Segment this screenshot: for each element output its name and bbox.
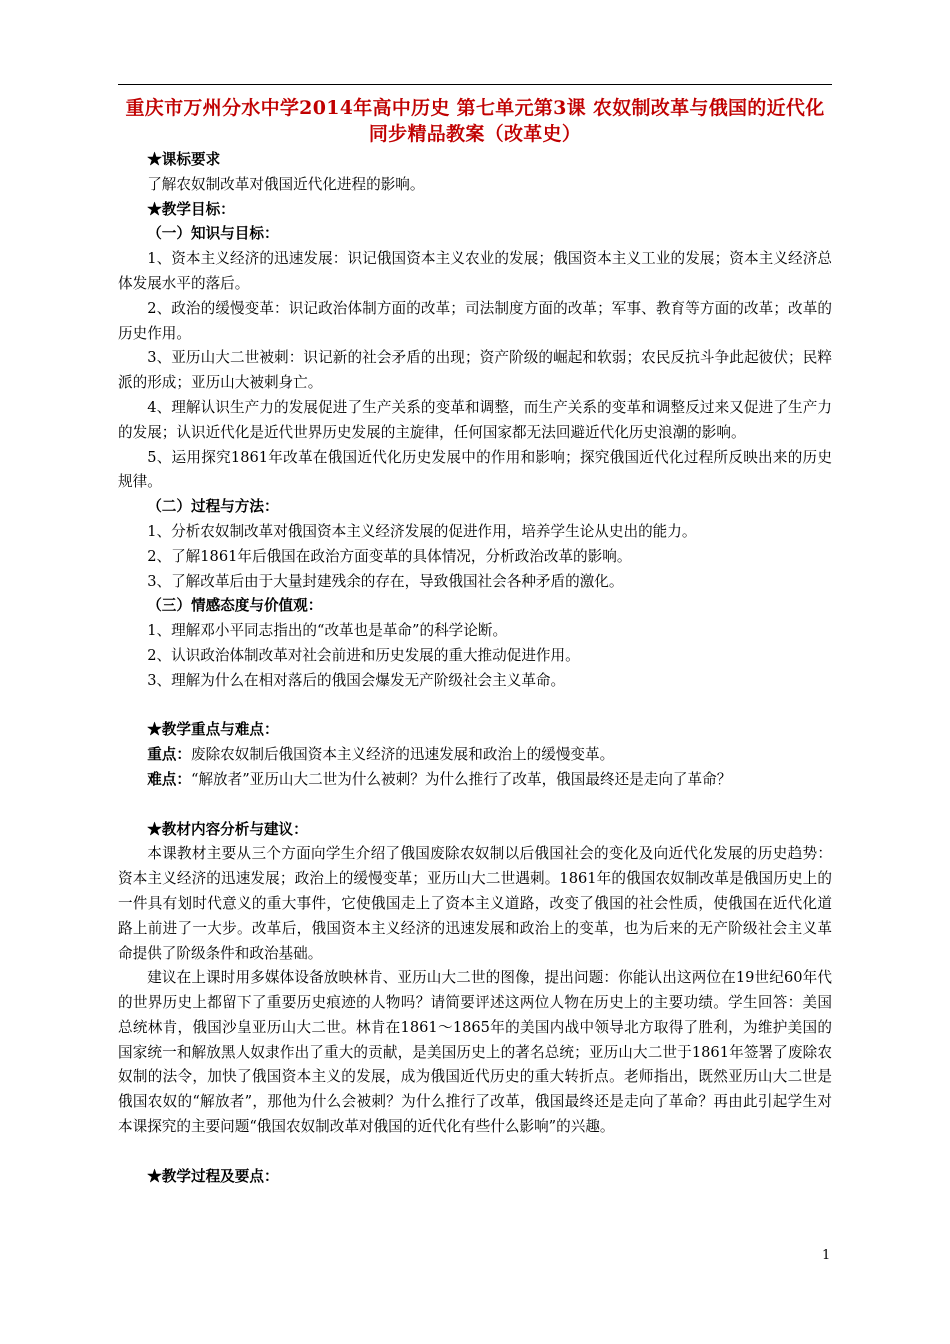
section-heading-goals: ★教学目标： xyxy=(147,200,235,218)
subheading-process-method: （二）过程与方法： xyxy=(147,498,279,516)
key-point-label: 重点： xyxy=(147,746,191,764)
knowledge-item-1: 1、资本主义经济的迅速发展：识记俄国资本主义农业的发展；俄国资本主义工业的发展；资本主义经济总体发展水平的落后。 xyxy=(118,250,832,292)
section-heading-key-points: ★教学重点与难点： xyxy=(147,721,279,739)
difficult-point-label: 难点： xyxy=(147,770,191,788)
analysis-paragraph-1: 本课教材主要从三个方面向学生介绍了俄国废除农奴制以后俄国社会的变化及向近代化发展的历史趋势：资本主义经济的迅速发展；政治上的缓慢变革；亚历山大二世遇刺。1861年的俄国农奴制改革是俄国历史上的一件具有划时代意义的重大事件，它使俄国走上了资本主义道路，改变了俄国的社会性质，使俄国在近代化道路上前进了一大步。改革后，俄国资本主义经济的迅速发展和政治上的变革，也为后来的无产阶级社会主义革命提供了阶级条件和政治基础。 xyxy=(118,845,832,962)
values-item-1: 1、理解邓小平同志指出的“改革也是革命”的科学论断。 xyxy=(147,622,508,640)
analysis-paragraph-2: 建议在上课时用多媒体设备放映林肯、亚历山大二世的图像，提出问题：你能认出这两位在19世纪60年代的世界历史上都留下了重要历史痕迹的人物吗？请简要评述这两位人物在历史上的主要功绩。学生回答：美国总统林肯，俄国沙皇亚历山大二世。林肯在1861～1865年的美国内战中领导北方取得了胜利，为维护美国的国家统一和解放黑人奴隶作出了重大的贡献，是美国历史上的著名总统；亚历山大二世于1861年签署了废除农奴制的法令，加快了俄国资本主义的发展，成为俄国近代历史的重大转折点。老师指出，既然亚历山大二世是俄国农奴的“解放者”，那他为什么会被刺？为什么推行了改革，俄国最终还是走向了革命？再由此引起学生对本课探究的主要问题“俄国农奴制改革对俄国的近代化有些什么影响”的兴趣。 xyxy=(118,969,832,1136)
difficult-point-text: “解放者”亚历山大二世为什么被刺？为什么推行了改革，俄国最终还是走向了革命？ xyxy=(190,770,732,788)
header-rule xyxy=(118,84,832,85)
key-point-text: 废除农奴制后俄国资本主义经济的迅速发展和政治上的缓慢变革。 xyxy=(190,746,615,764)
page-number: 1 xyxy=(822,1248,831,1263)
document-title: 重庆市万州分水中学2014年高中历史 第七单元第3课 农奴制改革与俄国的近代化同步精品教案（改革史） xyxy=(125,97,825,145)
section-heading-standard: ★课标要求 xyxy=(147,151,221,168)
spacer xyxy=(118,1140,832,1165)
difficult-point xyxy=(118,768,832,793)
subheading-values: （三）情感态度与价值观： xyxy=(147,597,323,615)
section-heading-process: ★教学过程及要点： xyxy=(147,1167,279,1185)
values-item-2: 2、认识政治体制改革对社会前进和历史发展的重大推动促进作用。 xyxy=(147,646,580,664)
process-item-2: 2、了解1861年后俄国在政治方面变革的具体情况，分析政治改革的影响。 xyxy=(147,547,632,565)
standard-text: 了解农奴制改革对俄国近代化进程的影响。 xyxy=(147,175,425,193)
spacer xyxy=(118,694,832,719)
subheading-knowledge: （一）知识与目标： xyxy=(147,225,279,243)
document-body xyxy=(118,148,832,1189)
knowledge-item-4: 4、理解认识生产力的发展促进了生产关系的变革和调整，而生产关系的变革和调整反过来又促进了生产力的发展；认识近代化是近代世界历史发展的主旋律，任何国家都无法回避近代化历史浪潮的影响。 xyxy=(118,398,832,441)
process-item-3: 3、了解改革后由于大量封建残余的存在，导致俄国社会各种矛盾的激化。 xyxy=(147,572,624,590)
section-heading-analysis: ★教材内容分析与建议： xyxy=(147,820,308,838)
knowledge-item-2: 2、政治的缓慢变革：识记政治体制方面的改革；司法制度方面的改革；军事、教育等方面的改革；改革的历史作用。 xyxy=(118,299,832,342)
process-item-1: 1、分析农奴制改革对俄国资本主义经济发展的促进作用，培养学生论从史出的能力。 xyxy=(147,522,697,540)
knowledge-item-3: 3、亚历山大二世被刺：识记新的社会矛盾的出现；资产阶级的崛起和软弱；农民反抗斗争此起彼伏；民粹派的形成；亚历山大被刺身亡。 xyxy=(118,349,832,392)
spacer xyxy=(118,793,832,818)
knowledge-item-5: 5、运用探究1861年改革在俄国近代化历史发展中的作用和影响；探究俄国近代化过程所反映出来的历史规律。 xyxy=(118,448,832,491)
key-point xyxy=(118,743,832,768)
values-item-3: 3、理解为什么在相对落后的俄国会爆发无产阶级社会主义革命。 xyxy=(147,671,566,689)
